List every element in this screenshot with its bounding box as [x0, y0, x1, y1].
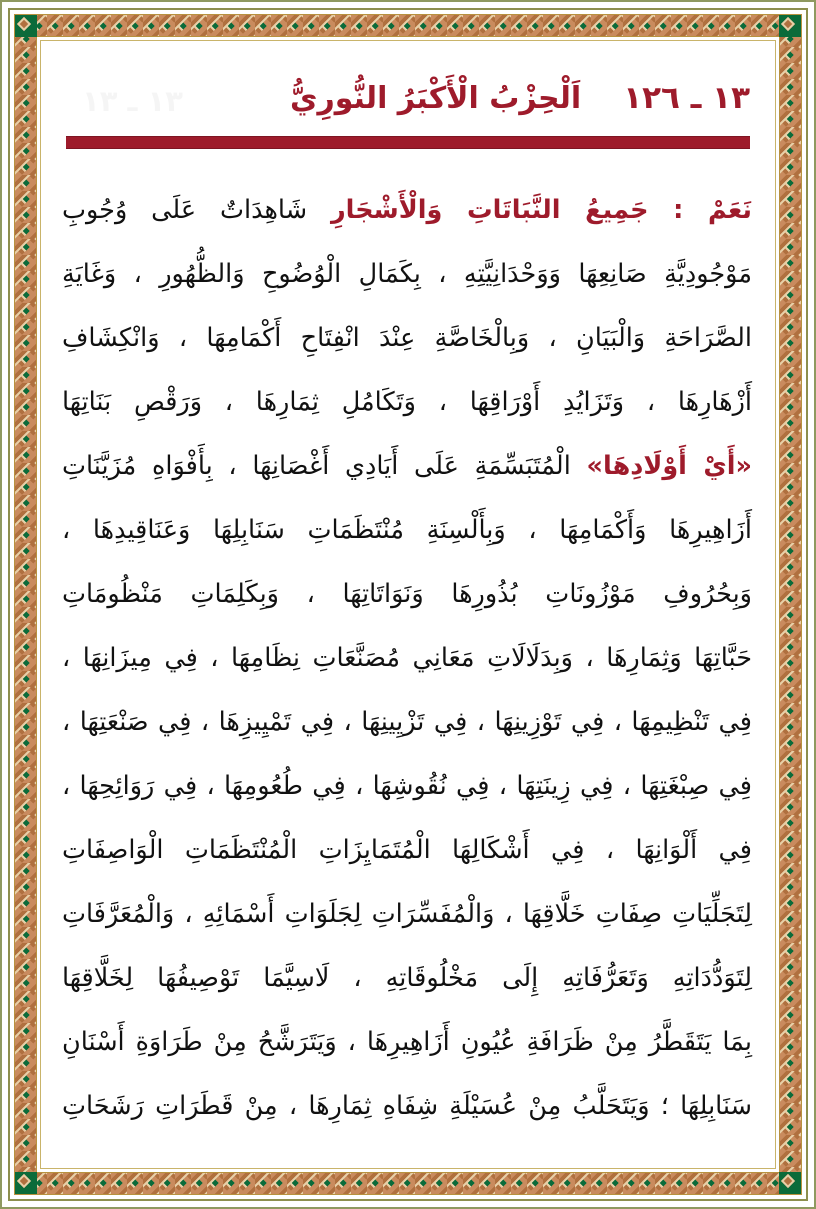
body-line — [62, 1010, 752, 1074]
body-line — [62, 178, 752, 242]
body-line — [62, 306, 752, 370]
body-phrase: لِتَجَلِّيَاتِ صِفَاتِ خَلَّاقِهَا ، وَالْمُفَسِّرَاتِ لِجَلَوَاتِ أَسْمَائِهِ ، وَالْمُعَرَّفَاتِ — [62, 899, 752, 929]
corner-medallion-top-right-icon — [779, 15, 801, 37]
page-header — [66, 62, 750, 162]
body-line — [62, 434, 752, 498]
corner-medallion-top-left-icon — [15, 15, 37, 37]
body-line — [62, 562, 752, 626]
body-line — [62, 946, 752, 1010]
body-line — [62, 754, 752, 818]
highlighted-phrase: «أَيْ أَوْلَادِهَا» — [586, 451, 752, 481]
body-phrase: فِي تَنْظِيمِهَا ، فِي تَوْزِينِهَا ، فِي تَزْيِينِهَا ، فِي تَمْيِيزِهَا ، فِي صَنْعَتِهَا ، — [62, 707, 752, 737]
body-phrase: الصَّرَاحَةِ وَالْبَيَانِ ، وَبِالْخَاصَّةِ عِنْدَ انْفِتَاحِ أَكْمَامِهَا ، وَانْكِشَافِ — [62, 323, 752, 353]
body-line — [62, 818, 752, 882]
border-chevron-left — [15, 15, 37, 1194]
body-line — [62, 1074, 752, 1138]
header-divider-rule — [66, 136, 750, 149]
body-line — [62, 626, 752, 690]
border-chevron-top — [15, 15, 801, 37]
body-text-block — [62, 178, 752, 1138]
page-content — [44, 44, 772, 1165]
body-phrase: مَوْجُودِيَّةِ صَانِعِهَا وَوَحْدَانِيَّتِهِ ، بِكَمَالِ الْوُضُوحِ وَالظُّهُورِ ، وَغَايَةِ — [62, 259, 752, 289]
body-line — [62, 690, 752, 754]
body-line — [62, 242, 752, 306]
body-phrase: أَزْهَارِهَا ، وَتَزَايُدِ أَوْرَاقِهَا ، وَتَكَامُلِ ثِمَارِهَا ، وَرَقْصِ بَنَاتِهَا — [62, 387, 752, 417]
corner-medallion-bottom-right-icon — [779, 1172, 801, 1194]
body-phrase: حَبَّاتِهَا وَثِمَارِهَا ، وَبِدَلَالَاتِ مَعَانِي مُصَنَّعَاتِ نِظَامِهَا ، فِي مِيزَانِهَا ، — [62, 643, 752, 673]
body-phrase: سَنَابِلِهَا ؛ وَيَتَحَلَّبُ مِنْ عُسَيْلَةِ شِفَاهِ ثِمَارِهَا ، مِنْ قَطَرَاتِ رَشَحَاتِ — [62, 1091, 752, 1121]
body-phrase: لِتَوَدُّدَاتِهِ وَتَعَرُّفَاتِهِ إِلَى مَخْلُوقَاتِهِ ، لَاسِيَّمَا تَوْصِيفُهَا لِخَلَّاقِهَا — [62, 963, 752, 993]
body-line — [62, 498, 752, 562]
body-phrase: الْمُتَبَسِّمَةِ عَلَى أَيَادِي أَغْصَانِهَا ، بِأَفْوَاهِ مُزَيَّنَاتِ — [62, 451, 587, 481]
body-phrase: أَزَاهِيرِهَا وَأَكْمَامِهَا ، وَبِأَلْسِنَةِ مُنْتَظَمَاتِ سَنَابِلِهَا وَعَنَاقِيدِهَا ، — [62, 515, 752, 545]
border-chevron-bottom — [15, 1172, 801, 1194]
body-phrase: بِمَا يَتَقَطَّرُ مِنْ ظَرَافَةِ عُيُونِ أَزَاهِيرِهَا ، وَيَتَرَشَّحُ مِنْ طَرَاوَةِ أَسْنَانِ — [62, 1027, 752, 1057]
page-number-range: ١٣ ـ ١٢٦ — [623, 80, 750, 116]
body-line — [62, 882, 752, 946]
body-line — [62, 370, 752, 434]
body-phrase: وَبِحُرُوفِ مَوْزُونَاتِ بُذُورِهَا وَنَوَاتَاتِهَا ، وَبِكَلِمَاتِ مَنْظُومَاتِ — [62, 579, 752, 609]
header-watermark: ١٣ ـ ١٣ — [82, 84, 183, 118]
body-phrase: فِي أَلْوَانِهَا ، فِي أَشْكَالِهَا الْمُتَمَايِزَاتِ الْمُنْتَظَمَاتِ الْوَاصِفَاتِ — [62, 835, 752, 865]
body-phrase: شَاهِدَاتٌ عَلَى وُجُوبِ — [62, 195, 331, 225]
page-title: اَلْحِزْبُ الْأَكْبَرُ النُّورِيُّ — [289, 81, 582, 116]
corner-medallion-bottom-left-icon — [15, 1172, 37, 1194]
body-phrase: فِي صِبْغَتِهَا ، فِي زِينَتِهَا ، فِي نُقُوشِهَا ، فِي طُعُومِهَا ، فِي رَوَائِحِهَا ، — [62, 771, 752, 801]
border-chevron-right — [779, 15, 801, 1194]
highlighted-phrase: نَعَمْ : جَمِيعُ النَّبَاتَاتِ وَالْأَشْجَارِ — [331, 195, 753, 225]
